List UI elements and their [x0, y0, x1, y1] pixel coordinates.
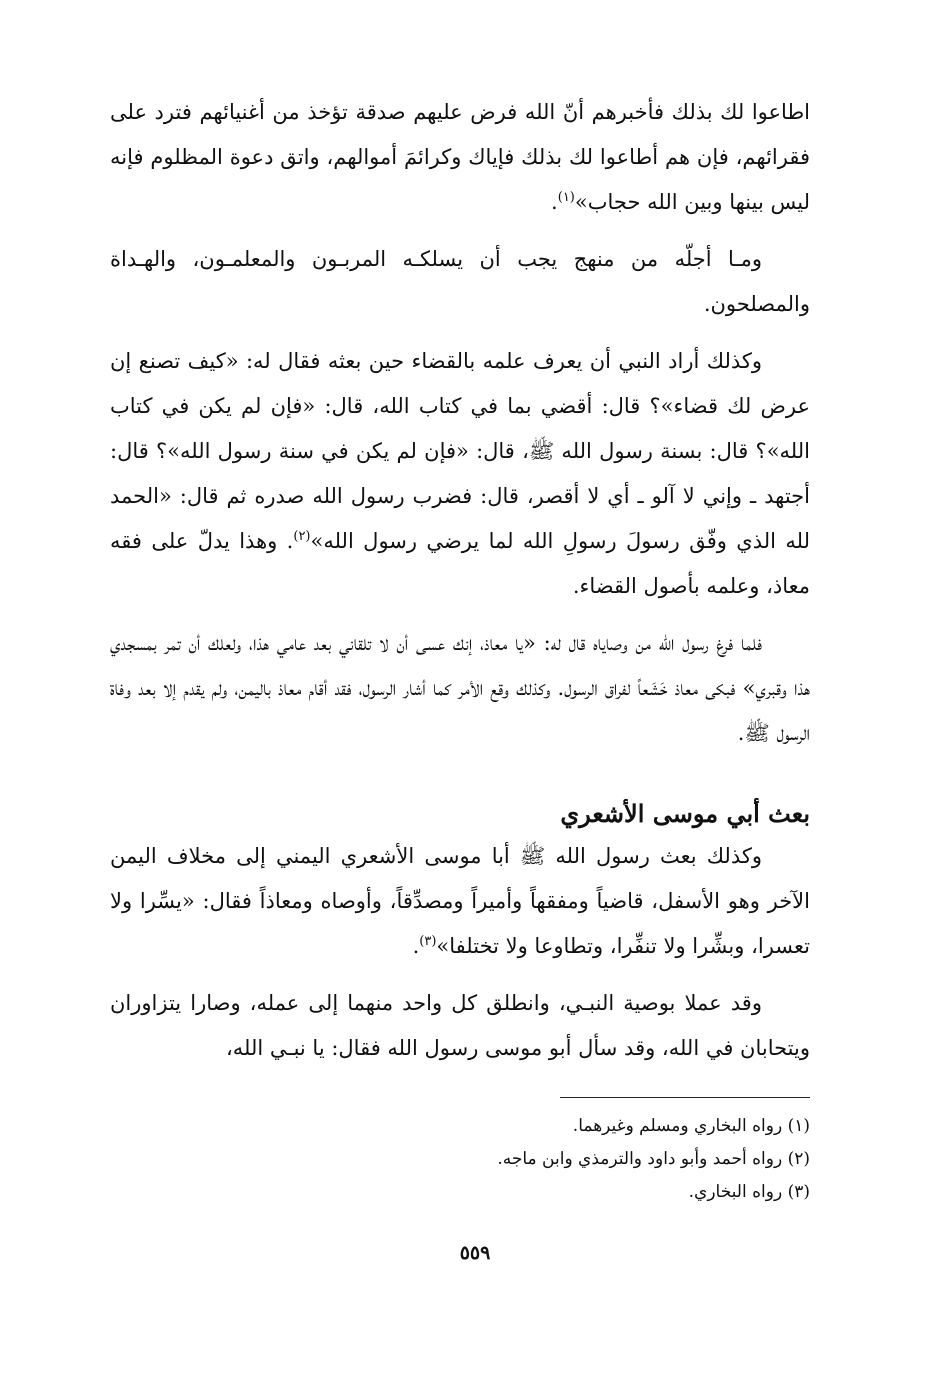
paragraph-4 — [110, 621, 810, 756]
paragraph-text: وكذلك أراد النبي أن يعرف علمه بالقضاء حين بعثه فقال له: «كيف تصنع إن عرض لك قضاء»؟ قال: أقضي بما في كتاب الله، قال: «فإن لم يكن في كتاب الله»؟ قال: بسنة رسول الله ﷺ، قال: «فإن لم يكن في سنة رسول الله»؟ قال: أجتهد ـ وإني لا آلو ـ أي لا أقصر، قال: فضرب رسول الله صدره ثم قال: «الحمد لله الذي وفّق رسولَ رسولِ الله لما يرضي رسول الله» — [110, 349, 811, 553]
footnote-1: (١) رواه البخاري ومسلم وغيرهما. — [572, 1116, 810, 1136]
paragraph-text: ومـا أجلّه من منهج يجب أن يسلكـه المربـون والمعلمـون، والهـداة والمصلحون. — [110, 247, 810, 316]
paragraph-tail: . — [412, 934, 420, 958]
paragraph-tail: . — [551, 190, 558, 214]
paragraph-text: اطاعوا لك بذلك فأخبرهم أنّ الله فرض عليهم صدقة تؤخذ من أغنيائهم فترد على فقرائهم، فإن هم أطاعوا لك بذلك فإياك وكرائمَ أموالهم، واتق دعوة المظلوم فإنه ليس بينها وبين الله حجاب» — [110, 100, 810, 214]
paragraph-5 — [110, 834, 810, 969]
footnote-ref-2: (٢) — [293, 529, 311, 544]
footnote-ref-3: (٣) — [419, 934, 437, 949]
paragraph-text: وقد عملا بوصية النبـي، وانطلق كل واحد منهما إلى عمله، وصارا يتزاوران ويتحابان في الله، وقد سأل أبو موسى رسول الله فقال: يا نبـي الله، — [110, 991, 810, 1060]
footnote-ref-1: (١) — [557, 190, 575, 205]
footnote-3: (٣) رواه البخاري. — [688, 1182, 810, 1202]
footnote-2: (٢) رواه أحمد وأبو داود والترمذي وابن ماجه. — [497, 1149, 810, 1169]
paragraph-text: فلما فرغ رسول الله من وصاياه قال له: «يا معاذ، إنك عسى أن لا تلقاني بعد عامي هذا، ولعلك أن تمر بمسجدي هذا وقبري» فبكى معاذ خَشَعاً لفراق الرسول. وكذلك وقع الأمر كما أشار الرسول، فقد أقام معاذ باليمن، ولم يقدم إلا بعد وفاة الرسول ﷺ. — [110, 631, 810, 745]
paragraph-3 — [110, 339, 810, 609]
paragraph-6 — [110, 981, 810, 1071]
paragraph-2 — [110, 237, 810, 327]
footnote-divider — [560, 1097, 810, 1098]
paragraph-1 — [110, 90, 810, 225]
page-number: ٥٥٩ — [459, 1242, 491, 1264]
paragraph-tail: . وهذا يدلّ على فقه معاذ، وعلمه بأصول القضاء. — [110, 529, 810, 598]
page-body — [110, 90, 810, 1083]
paragraph-text: وكذلك بعث رسول الله ﷺ أبا موسى الأشعري اليمني إلى مخلاف اليمن الآخر وهو الأسفل، قاضياً ومفقهاً وأميراً ومصدِّقاً، وأوصاه ومعاذاً فقال: «يسِّرا ولا تعسرا، وبشِّرا ولا تنفِّرا، وتطاوعا ولا تختلفا» — [110, 844, 810, 958]
section-heading: بعث أبي موسى الأشعري — [560, 799, 810, 828]
footnotes — [110, 1110, 810, 1209]
